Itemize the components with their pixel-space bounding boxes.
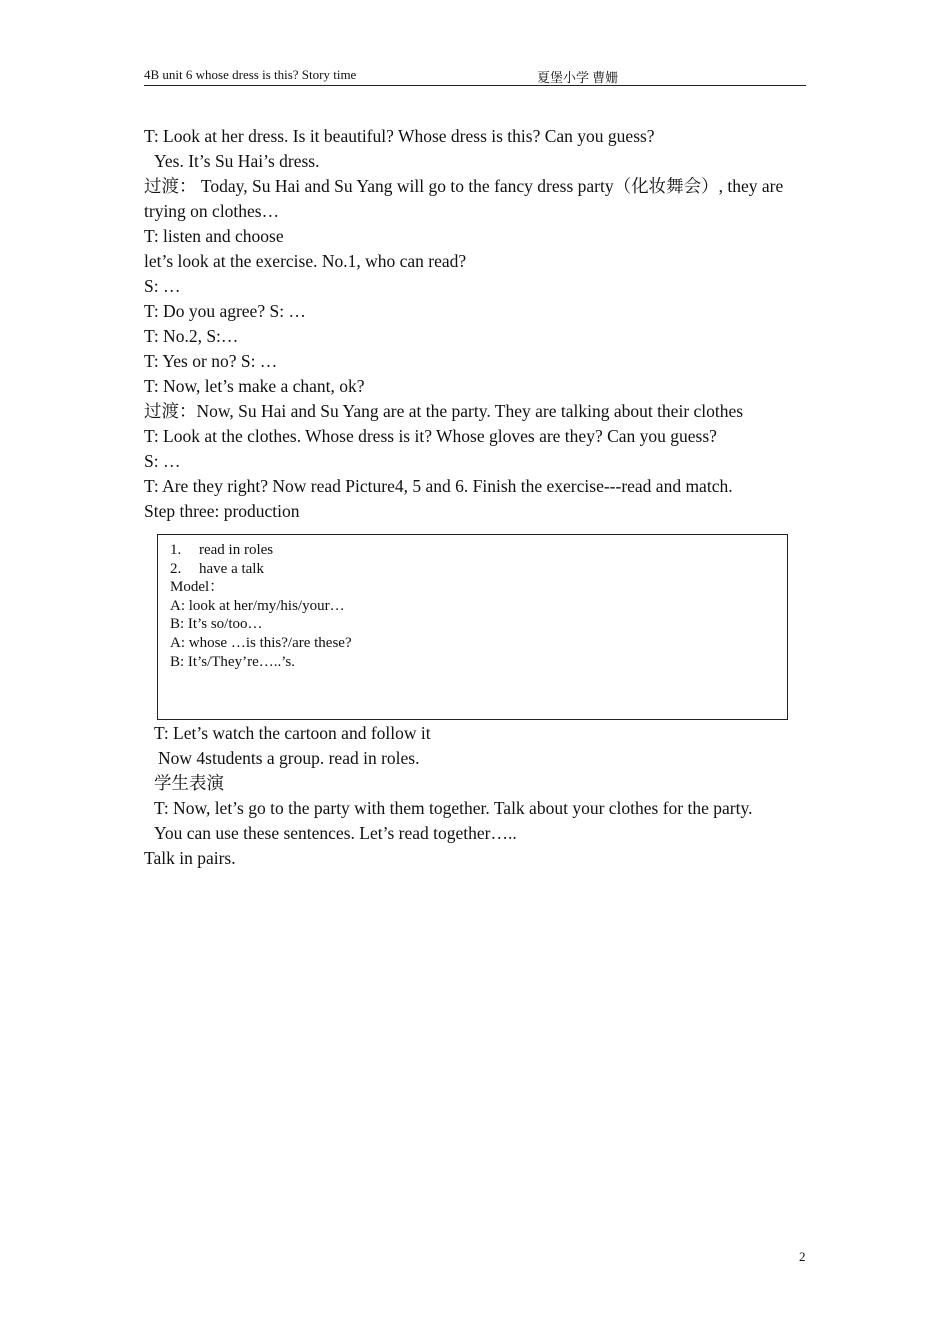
paragraph: Now 4students a group. read in roles. (158, 748, 420, 768)
page-number: 2 (799, 1249, 806, 1264)
paragraph: Yes. It’s Su Hai’s dress. (154, 151, 320, 171)
list-item (170, 560, 775, 579)
list-text: read in roles (199, 542, 274, 558)
paragraph: let’s look at the exercise. No.1, who can read? (144, 251, 467, 271)
paragraph: 过渡：Now, Su Hai and Su Yang are at the party. They are talking about their clothes (144, 401, 744, 421)
list-number: 2. (170, 560, 182, 577)
model-line: A: look at her/my/his/your… (170, 597, 345, 614)
activity-box (157, 534, 788, 720)
step-heading: Step three: production (144, 501, 300, 521)
paragraph: T: Are they right? Now read Picture4, 5 and 6. Finish the exercise---read and match. (144, 476, 733, 496)
header-author: 夏堡小学 曹姗 (537, 70, 619, 85)
paragraph: 过渡： Today, Su Hai and Su Yang will go to the fancy dress party（化妆舞会）, they are trying on clothes… (144, 176, 784, 221)
paragraph: T: listen and choose (144, 226, 284, 246)
paragraph: T: Now, let’s make a chant, ok? (144, 376, 365, 396)
paragraph: T: Look at the clothes. Whose dress is it? Whose gloves are they? Can you guess? (144, 426, 717, 446)
paragraph: T: Now, let’s go to the party with them together. Talk about your clothes for the party. (154, 798, 753, 818)
model-line: A: whose …is this?/are these? (170, 634, 352, 651)
list-text: have a talk (199, 560, 264, 577)
list-number: 1. (170, 542, 182, 558)
paragraph: 学生表演 (154, 773, 224, 793)
list-item (170, 541, 775, 560)
paragraph: T: Let’s watch the cartoon and follow it (154, 723, 431, 743)
paragraph: You can use these sentences. Let’s read together….. (154, 823, 517, 843)
header-title: 4B unit 6 whose dress is this? Story time (144, 67, 357, 82)
paragraph: T: Do you agree? S: … (144, 301, 306, 321)
model-label: Model： (170, 579, 225, 596)
paragraph: T: Look at her dress. Is it beautiful? Whose dress is this? Can you guess? (144, 126, 655, 146)
model-line: B: It’s/They’re…..’s. (170, 653, 295, 670)
paragraph: T: No.2, S:… (144, 326, 239, 346)
lesson-body-continued (144, 721, 806, 871)
lesson-body (144, 124, 806, 524)
model-line: B: It’s so/too… (170, 616, 263, 633)
header-divider (144, 85, 806, 86)
paragraph: S: … (144, 276, 181, 296)
paragraph: Talk in pairs. (144, 848, 236, 868)
paragraph: S: … (144, 451, 181, 471)
paragraph: T: Yes or no? S: … (144, 351, 278, 371)
